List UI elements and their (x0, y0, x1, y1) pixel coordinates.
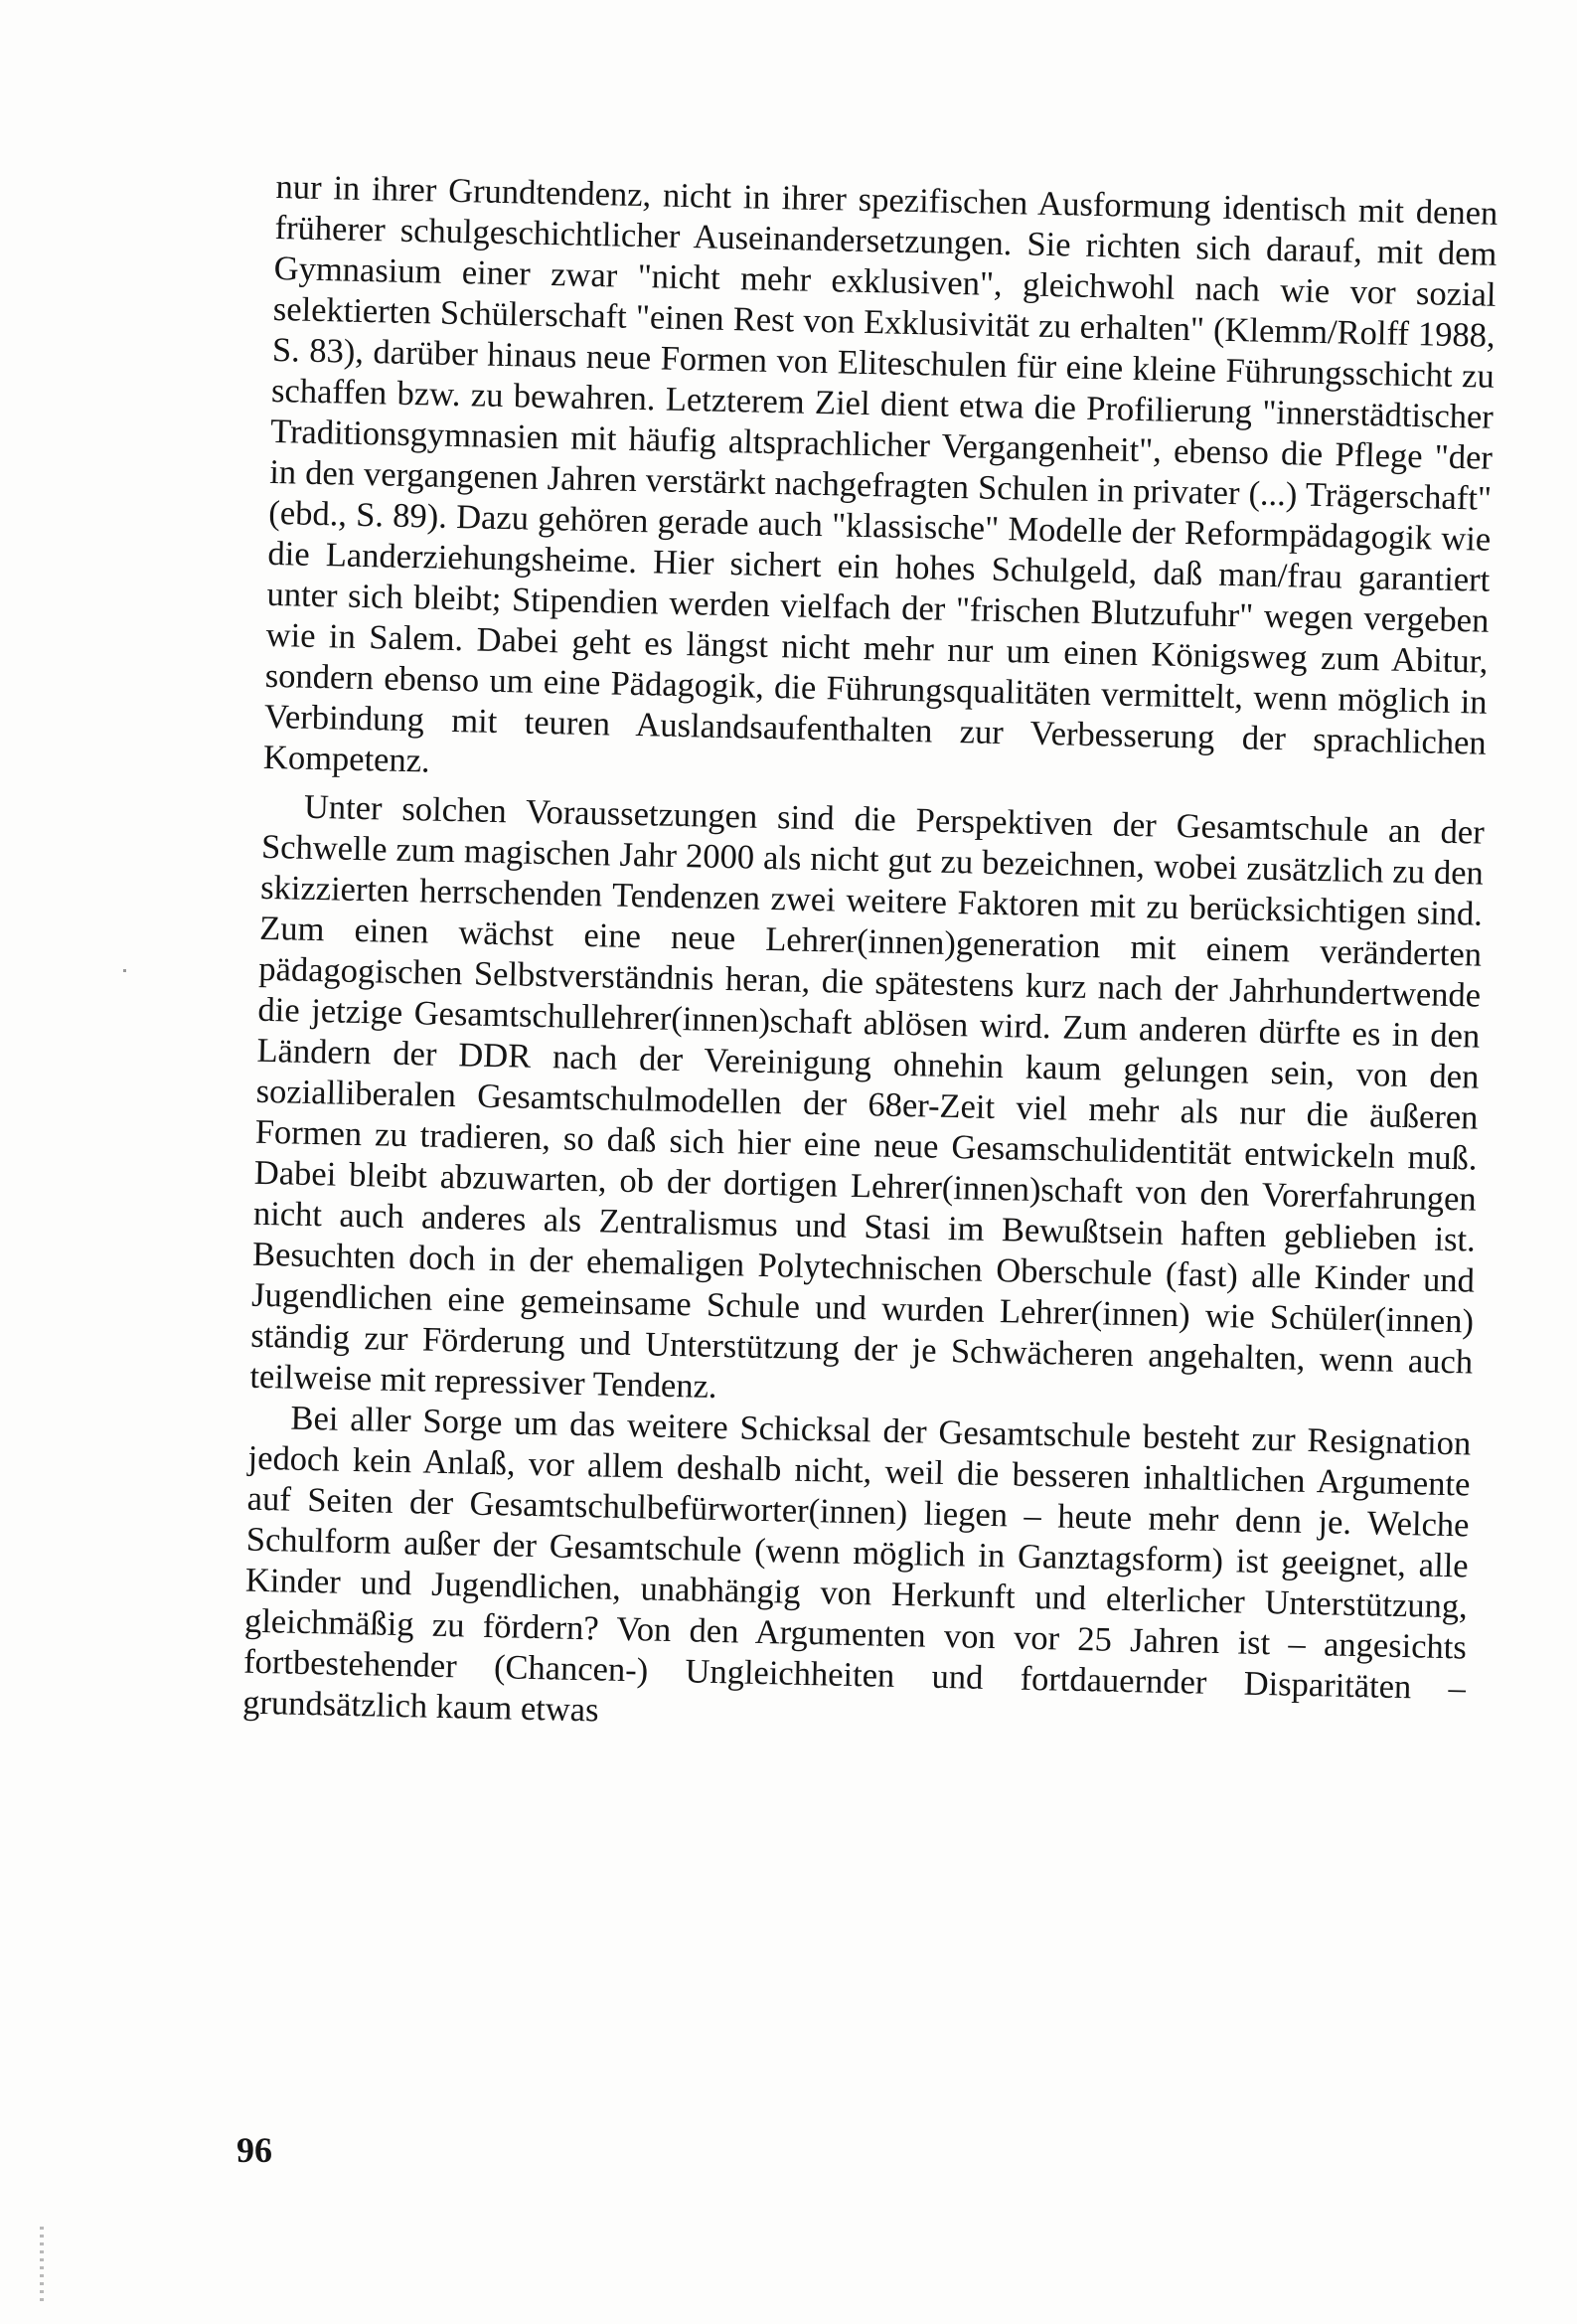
scan-edge-artifact (40, 2227, 44, 2306)
body-text (242, 167, 1498, 1749)
paragraph-1: nur in ihrer Grundtendenz, nicht in ihrer spezifischen Ausformung identisch mit denen früherer schulgeschichtlicher Auseinandersetzungen. Sie richten sich darauf, mit dem Gymnasium einer zwar "nicht mehr exklusiven", gleichwohl nach wie vor sozial selektierten Schülerschaft "einen Rest von Exklusivität zu erhalten" (Klemm/Rolff 1988, S. 83), darüber hinaus neue Formen von Eliteschulen für eine kleine Führungsschicht zu schaffen bzw. zu bewahren. Letzterem Ziel dient etwa die Profilierung "innerstädtischer Traditionsgymnasien mit häufig altsprachlicher Vergangenheit", ebenso die Pflege "der in den vergangenen Jahren verstärkt nachgefragten Schulen in privater (...) Trägerschaft" (ebd., S. 89). Dazu gehören gerade auch "klassische" Modelle der Reformpädagogik wie die Landerziehungsheime. Hier sichert ein hohes Schulgeld, daß man/frau garantiert unter sich bleibt; Stipendien werden vielfach der "frischen Blutzufuhr" wegen vergeben wie in Salem. Dabei geht es längst nicht mehr nur um einen Königsweg zum Abitur, sondern ebenso um eine Pädagogik, die Führungsqualitäten vermittelt, wenn möglich in Verbindung mit teuren Auslandsaufenthalten zur Verbesserung der sprachlichen Kompetenz. (262, 167, 1498, 780)
paragraph-3: Bei aller Sorge um das weitere Schicksal der Gesamtschule besteht zur Resignation jedoch kein Anlaß, vor allem deshalb nicht, weil die besseren inhaltlichen Argumente auf Seiten der Gesamtschulbefürworter(innen) liegen – heute mehr denn je. Welche Schulform außer der Gesamtschule (wenn möglich in Ganztagsform) ist geeignet, alle Kinder und Jugendlichen, unabhängig von Herkunft und elterlicher Unterstützung, gleichmäßig zu fördern? Von den Argumenten von vor 25 Jahren ist – angesichts fortbestehender (Chancen-) Ungleichheiten und fortdauernder Disparitäten – grundsätzlich kaum etwas (241, 1399, 1472, 1730)
scan-speck (123, 969, 126, 972)
page-number: 96 (237, 2130, 272, 2170)
paragraph-2: Unter solchen Voraussetzungen sind die Perspektiven der Gesamtschule an der Schwelle zum magischen Jahr 2000 als nicht gut zu bezeichnen, wobei zusätzlich zu den skizzierten herrschenden Tendenzen zwei weitere Faktoren mit zu berücksichtigen sind. Zum einen wächst eine neue Lehrer(innen)generation mit einem veränderten pädagogischen Selbstverständnis heran, die spätestens kurz nach der Jahrhundertwende die jetzige Gesamtschullehrer(innen)schaft ablösen wird. Zum anderen dürfte es in den Ländern der DDR nach der Vereinigung ohnehin kaum gelungen sein, von den sozialliberalen Gesamtschulmodellen der 68er-Zeit viel mehr als nur die äußeren Formen zu tradieren, so daß sich hier eine neue Gesamschulidentität entwickeln muß. Dabei bleibt abzuwarten, ob der dortigen Lehrer(innen)schaft von den Vorerfahrungen nicht auch anderes als Zentralismus und Stasi im Bewußtsein haften geblieben ist. Besuchten doch in der ehemaligen Polytechnischen Oberschule (fast) alle Kinder und Jugendlichen eine gemeinsame Schule und wurden Lehrer(innen) wie Schüler(innen) ständig zur Förderung und Unterstützung der je Schwächeren angehalten, wenn auch teilweise mit repressiver Tendenz. (249, 787, 1486, 1406)
